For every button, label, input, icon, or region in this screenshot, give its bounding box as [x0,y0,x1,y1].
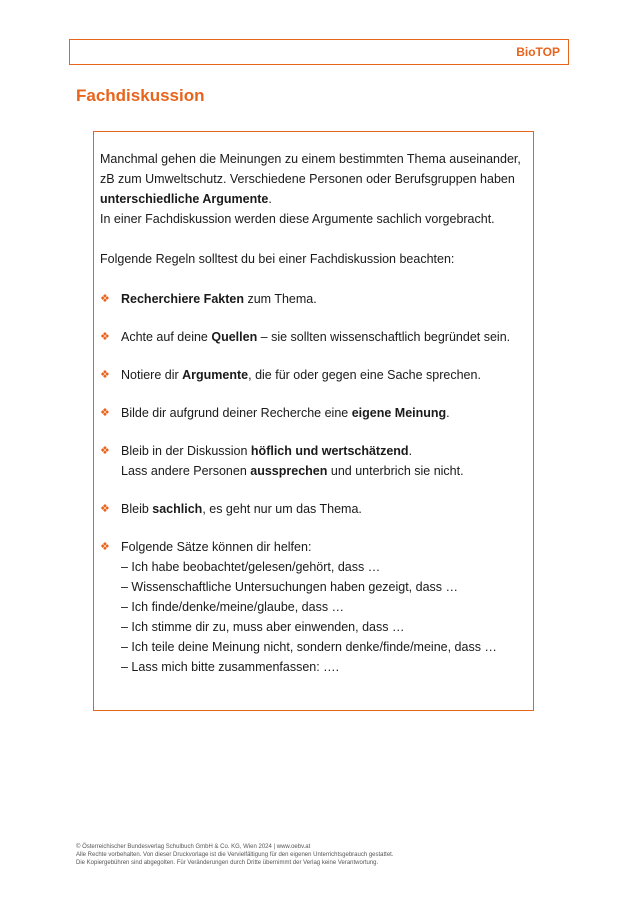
footer-disclaimer: Die Kopiergebühren sind abgegolten. Für Veränderungen durch Dritte übernimmt der Verlag keine Verantwortung. [76,860,379,866]
intro-paragraph [100,149,525,229]
rule-after: . [408,444,413,458]
rule-bold: höflich und wertschätzend [250,444,409,458]
header-bar [69,39,569,65]
footer-copyright: © Österreichischer Bundesverlag Schulbuch GmbH & Co. KG, Wien 2024 | www.oebv.at [76,844,311,850]
footer [76,843,394,867]
phrase-item: – Ich teile deine Meinung nicht, sondern denke/finde/meine, dass … [121,640,497,654]
diamond-bullet-icon: ❖ [100,445,110,457]
rule-after: , die für oder gegen eine Sache sprechen. [248,368,481,382]
rule-item [100,403,525,423]
rule-item [100,289,525,309]
brand-label: BioTOP [516,45,560,59]
rule-before: Notiere dir [121,368,183,382]
rule-before: Achte auf deine [121,330,212,344]
intro-text: Manchmal gehen die Meinungen zu einem bestimmten Thema auseinander, zB zum Umweltschutz. Verschiedene Personen oder Berufsgruppen haben [100,152,521,186]
diamond-bullet-icon: ❖ [100,331,110,343]
diamond-bullet-icon: ❖ [100,503,110,515]
diamond-bullet-icon: ❖ [100,541,110,553]
rule-before: Bilde dir aufgrund deiner Recherche eine [121,406,352,420]
content-box [93,131,534,711]
rule-item [100,499,525,519]
rules-list [100,289,525,677]
rule-bold: sachlich [152,502,203,516]
diamond-bullet-icon: ❖ [100,407,110,419]
page-title: Fachdiskussion [76,86,205,105]
rules-intro: Folgende Regeln solltest du bei einer Fachdiskussion beachten: [100,252,455,266]
rule-after: , es geht nur um das Thema. [202,502,362,516]
intro-line2: In einer Fachdiskussion werden diese Argumente sachlich vorgebracht. [100,212,495,226]
rule-before: Bleib [121,502,153,516]
rule-item [100,365,525,385]
intro-bold: unterschiedliche Argumente [100,192,269,206]
rule-bold: Quellen [211,330,258,344]
rule-bold: Recherchiere Fakten [121,292,244,306]
rule-bold: eigene Meinung [351,406,447,420]
rule-line2-before: Lass andere Personen [121,464,251,478]
diamond-bullet-icon: ❖ [100,369,110,381]
rule-item [100,441,525,481]
phrase-item: – Ich habe beobachtet/gelesen/gehört, dass … [121,560,381,574]
phrase-item: – Ich finde/denke/meine/glaube, dass … [121,600,345,614]
phrase-item: – Wissenschaftliche Untersuchungen haben gezeigt, dass … [121,580,458,594]
rule-before: Bleib in der Diskussion [121,444,251,458]
footer-rights: Alle Rechte vorbehalten. Von dieser Druckvorlage ist die Vervielfältigung für den eigenen Unterrichtsgebrauch gestattet. [76,852,394,858]
rule-after: zum Thema. [243,292,317,306]
phrase-item: – Ich stimme dir zu, muss aber einwenden, dass … [121,620,405,634]
intro-punct: . [268,192,272,206]
rule-bold: Argumente [182,368,249,382]
rule-line2-bold: aussprechen [250,464,328,478]
rule-item-phrases [100,537,525,677]
phrase-item: – Lass mich bitte zusammenfassen: …. [121,660,340,674]
rule-line2-after: und unterbrich sie nicht. [327,464,464,478]
rule-after: . [446,406,450,420]
phrases-list [121,557,525,677]
rule-item [100,327,525,347]
phrases-intro: Folgende Sätze können dir helfen: [121,540,312,554]
rule-after: – sie sollten wissenschaftlich begründet sein. [257,330,511,344]
diamond-bullet-icon: ❖ [100,293,110,305]
